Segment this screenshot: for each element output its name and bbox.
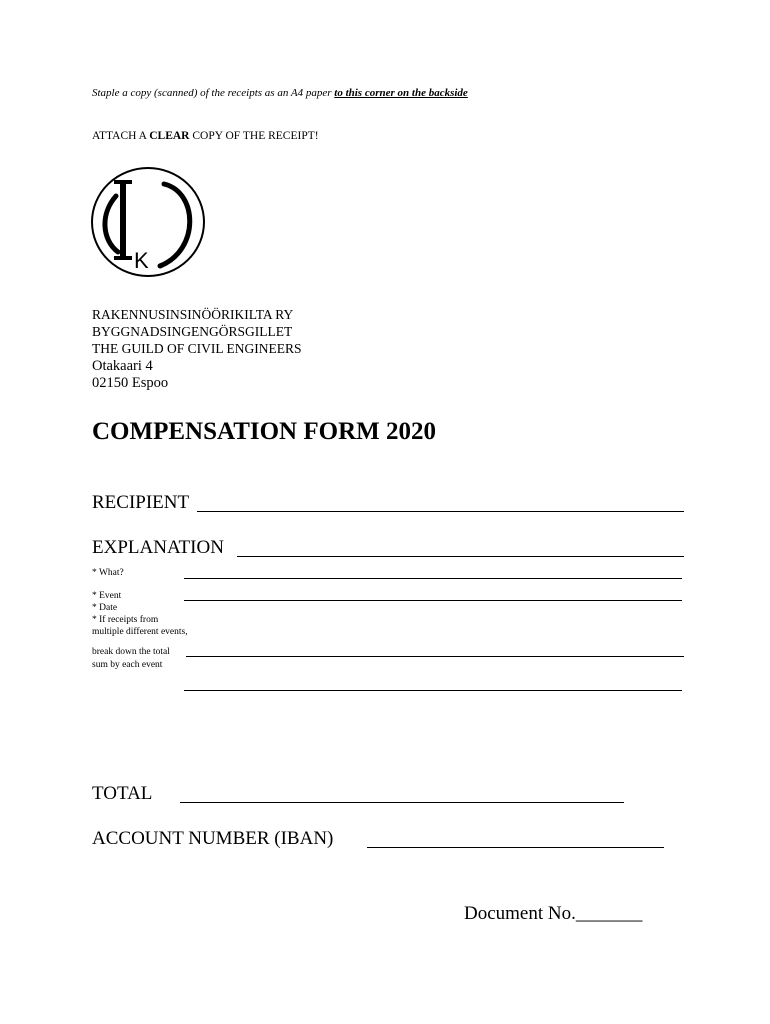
explanation-label: EXPLANATION	[92, 537, 224, 558]
attach-instruction	[92, 130, 319, 142]
recipient-field[interactable]	[197, 511, 684, 512]
breakdown-hint-1: break down the total	[92, 647, 170, 657]
recipient-label: RECIPIENT	[92, 492, 190, 513]
guild-name-swedish: BYGGNADSINGENGÖRSGILLET	[92, 324, 293, 339]
logo-letter: K	[134, 248, 149, 273]
attach-prefix: ATTACH A	[92, 130, 150, 142]
document-number-label: Document No._______	[464, 903, 643, 924]
multi-event-hint-2: multiple different events,	[92, 627, 188, 637]
explanation-line-2[interactable]	[184, 600, 682, 601]
total-field[interactable]	[180, 802, 624, 803]
address-city: 02150 Espoo	[92, 375, 169, 391]
account-number-label: ACCOUNT NUMBER (IBAN)	[92, 828, 334, 849]
attach-bold: CLEAR	[149, 130, 190, 142]
staple-emphasis: to this corner on the backside	[334, 87, 468, 99]
guild-name-finnish: RAKENNUSINSINÖÖRIKILTA RY	[92, 307, 294, 322]
date-hint: * Date	[92, 603, 118, 613]
guild-logo	[90, 166, 206, 278]
explanation-line-1[interactable]	[184, 578, 682, 579]
event-hint: * Event	[92, 591, 122, 601]
guild-name-english: THE GUILD OF CIVIL ENGINEERS	[92, 341, 302, 356]
breakdown-hint-2: sum by each event	[92, 660, 163, 670]
explanation-line-4[interactable]	[184, 690, 682, 691]
address-street: Otakaari 4	[92, 358, 153, 374]
staple-instruction	[92, 87, 468, 99]
explanation-line-3[interactable]	[186, 656, 684, 657]
form-title: COMPENSATION FORM 2020	[92, 418, 436, 445]
attach-suffix: COPY OF THE RECEIPT!	[189, 130, 319, 142]
what-hint: * What?	[92, 568, 124, 578]
multi-event-hint-1: * If receipts from	[92, 615, 159, 625]
staple-text: Staple a copy (scanned) of the receipts as an A4 paper	[92, 87, 335, 99]
total-label: TOTAL	[92, 783, 153, 804]
account-number-field[interactable]	[367, 847, 664, 848]
explanation-field[interactable]	[237, 556, 684, 557]
